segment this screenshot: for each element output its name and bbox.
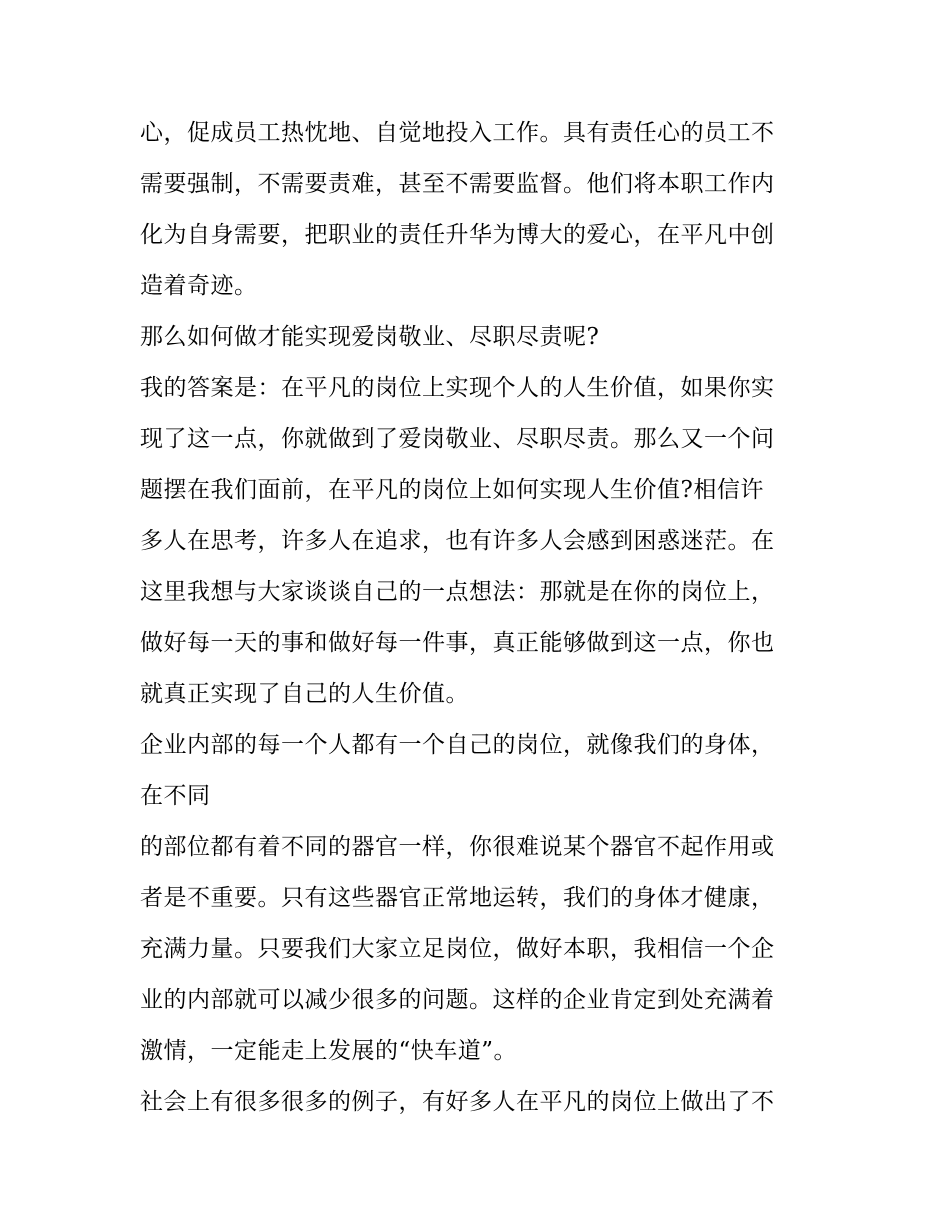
text-line: 化为自身需要，把职业的责任升华为博大的爱心，在平凡中创 bbox=[140, 222, 775, 248]
text-line: 就真正实现了自己的人生价值。 bbox=[140, 681, 469, 707]
text-line: 在不同 bbox=[140, 783, 211, 809]
text-line: 的部位都有着不同的器官一样，你很难说某个器官不起作用或 bbox=[140, 834, 775, 860]
text-line: 激情，一定能走上发展的“快车道”。 bbox=[140, 1038, 518, 1064]
text-line: 需要强制，不需要责难，甚至不需要监督。他们将本职工作内 bbox=[140, 171, 775, 197]
text-line: 心，促成员工热忱地、自觉地投入工作。具有责任心的员工不 bbox=[140, 120, 775, 146]
text-line: 企业内部的每一个人都有一个自己的岗位，就像我们的身体， bbox=[140, 732, 775, 758]
body-text bbox=[140, 108, 820, 1128]
text-line: 多人在思考，许多人在追求，也有许多人会感到困惑迷茫。在 bbox=[140, 528, 775, 554]
text-line: 做好每一天的事和做好每一件事，真正能够做到这一点，你也 bbox=[140, 630, 775, 656]
text-line: 我的答案是：在平凡的岗位上实现个人的人生价值，如果你实 bbox=[140, 375, 775, 401]
text-line: 那么如何做才能实现爱岗敬业、尽职尽责呢? bbox=[140, 324, 600, 350]
text-line: 者是不重要。只有这些器官正常地运转，我们的身体才健康， bbox=[140, 885, 775, 911]
text-line: 造着奇迹。 bbox=[140, 273, 258, 299]
text-line: 这里我想与大家谈谈自己的一点想法：那就是在你的岗位上， bbox=[140, 579, 775, 605]
text-line: 业的内部就可以减少很多的问题。这样的企业肯定到处充满着 bbox=[140, 987, 775, 1013]
text-line: 社会上有很多很多的例子，有好多人在平凡的岗位上做出了不 bbox=[140, 1089, 775, 1115]
text-line: 充满力量。只要我们大家立足岗位，做好本职，我相信一个企 bbox=[140, 936, 775, 962]
text-line: 现了这一点，你就做到了爱岗敬业、尽职尽责。那么又一个问 bbox=[140, 426, 775, 452]
text-line: 题摆在我们面前，在平凡的岗位上如何实现人生价值?相信许 bbox=[140, 477, 764, 503]
